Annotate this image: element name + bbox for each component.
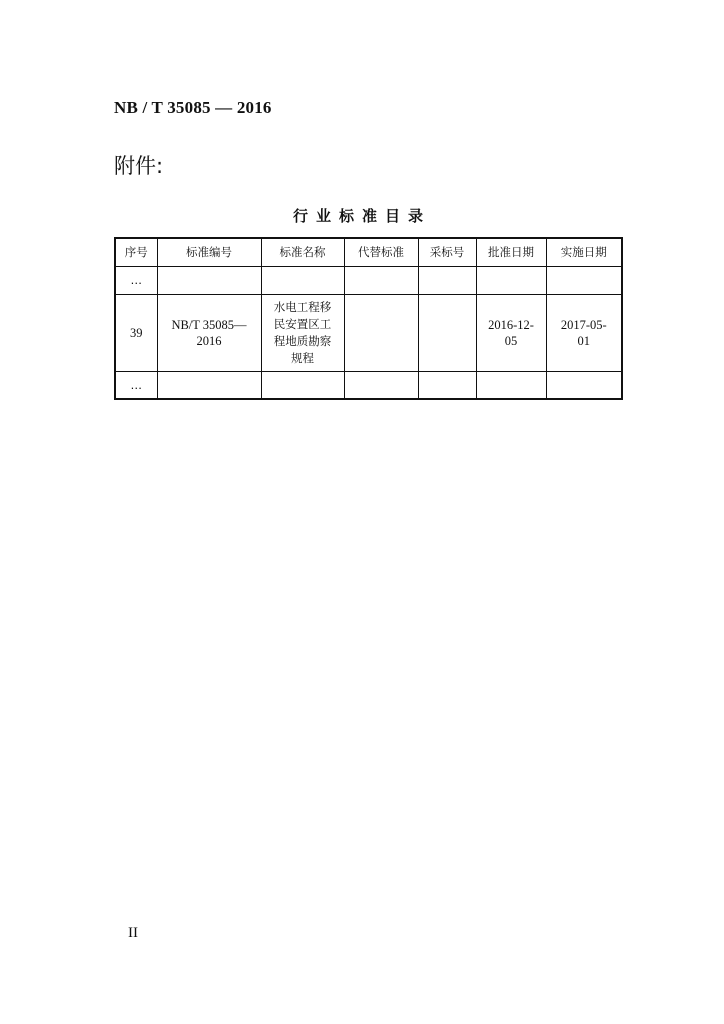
standard-number-header: NB / T 35085 — 2016 (114, 98, 272, 117)
column-header-standard-number: 标准编号 (157, 238, 261, 266)
column-header-standard-name: 标准名称 (261, 238, 344, 266)
table-cell (476, 294, 546, 371)
table-cell (261, 294, 344, 371)
table-cell (546, 371, 622, 399)
table-cell (115, 294, 157, 371)
page-number: II (128, 925, 138, 941)
table-cell: … (115, 266, 157, 294)
column-header-implementation-date: 实施日期 (546, 238, 622, 266)
table-cell (418, 266, 476, 294)
standards-catalog-table (114, 237, 623, 400)
table-title: 行业标准目录 (292, 207, 431, 225)
table-cell (261, 371, 344, 399)
approval-date-value: 2016-12- 05 (488, 317, 534, 348)
table-row (115, 266, 622, 294)
column-header-adopted-standard: 采标号 (418, 238, 476, 266)
standard-number-value: NB/T 35085— 2016 (171, 317, 247, 348)
column-header-replaced-standard: 代替标准 (344, 238, 418, 266)
table-cell (476, 266, 546, 294)
table-cell (157, 266, 261, 294)
table-row (115, 371, 622, 399)
table-cell (344, 371, 418, 399)
attachment-label: 附件: (114, 154, 164, 178)
column-header-approval-date: 批准日期 (476, 238, 546, 266)
table-header-row (115, 238, 622, 266)
standard-name-value: 水电工程移 民安置区工 程地质勘察 规程 (273, 299, 332, 365)
table-cell (157, 371, 261, 399)
table-cell (261, 266, 344, 294)
table-cell (546, 294, 622, 371)
table-cell (418, 371, 476, 399)
table-cell (546, 266, 622, 294)
table-cell (157, 294, 261, 371)
table-cell (344, 294, 418, 371)
table-row (115, 294, 622, 371)
implementation-date-value: 2017-05- 01 (560, 317, 607, 348)
table-cell (344, 266, 418, 294)
table-cell (418, 294, 476, 371)
table-cell (476, 371, 546, 399)
table-cell: … (115, 371, 157, 399)
serial-value: 39 (130, 325, 143, 340)
column-header-serial: 序号 (115, 238, 157, 266)
